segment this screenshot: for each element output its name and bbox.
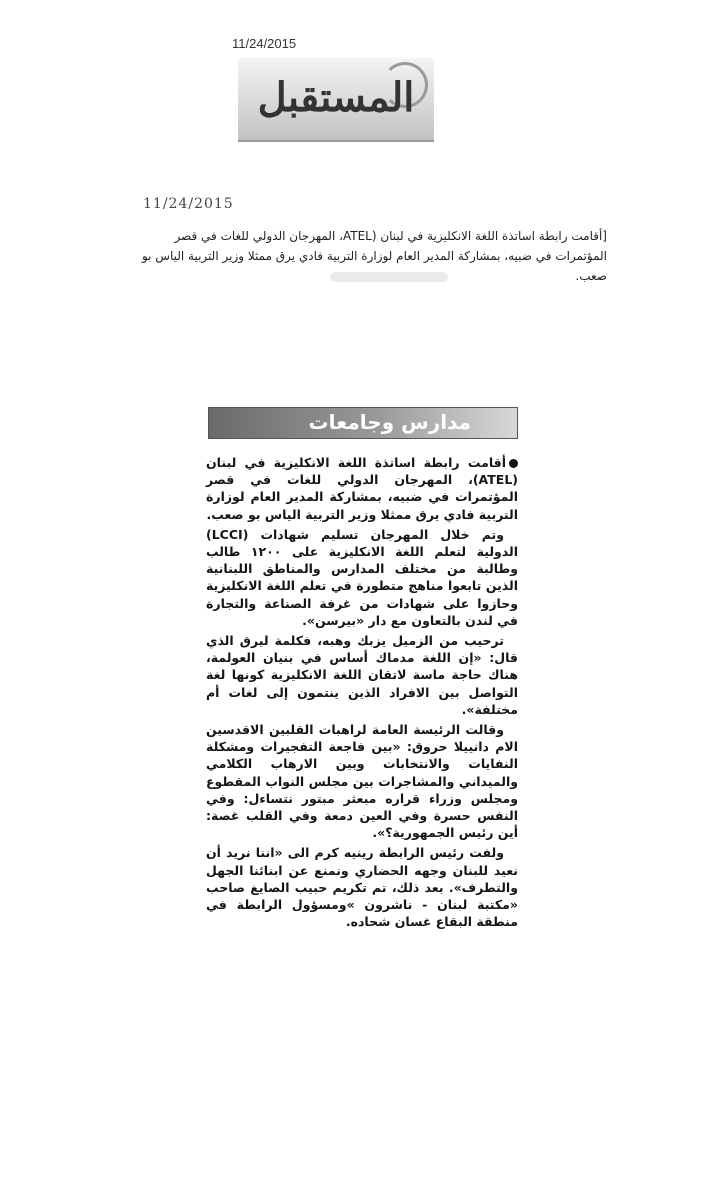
article-paragraph	[206, 454, 518, 523]
masthead-logo: المستقبل	[257, 74, 415, 121]
clipping-date-top: 11/24/2015	[232, 36, 297, 51]
bullet-icon	[509, 459, 518, 468]
section-header	[208, 407, 518, 439]
article-paragraph-text: أقامت رابطة اساتذة اللغة الانكليزية في لبنان (ATEL)، المهرجان الدولي للغات في قصر المؤتمرات في ضبيه، بمشاركة المدير العام لوزارة التربية فادي يرق ممثلا وزير التربية الياس بو صعب.	[206, 455, 518, 522]
article-paragraph: ترحيب من الزميل يزبك وهبه، فكلمة ليرق الذي قال: «إن اللغة مدماك أساس في بنيان العولمة، هناك حاجة ماسة لاتقان اللغة الانكليزية كونها لغة التواصل بين الافراد الذين ينتمون إلى لغات أم مختلفة».	[206, 633, 518, 717]
article-body	[206, 454, 518, 933]
summary-date: 11/24/2015	[143, 196, 234, 212]
article-paragraph: وقالت الرئيسة العامة لراهبات القلبين الاقدسين الام دانييلا حروق: «بين فاجعة التفجيرات ومشكلة النفايات والانتخابات وبين الارهاب الكلامي والميداني والمشاجرات بين مجلس النواب المقطوع ومجلس وزراء قراره مبعثر مبتور نتساءل: وفي النفس حسرة وفي العين دمعة وفي القلب غصة: أين رئيس الجمهورية؟».	[206, 722, 518, 841]
newspaper-masthead	[238, 58, 434, 142]
article-paragraph: ولفت رئيس الرابطة رينيه كرم الى «اننا نريد أن نعيد للبنان وجهه الحضاري ونمنع عن ابنائنا الجهل والتطرف». بعد ذلك، تم تكريم حبيب الصايغ صاحب «مكتبة لبنان - ناشرون »ومسؤول الرابطة في منطقة البقاع غسان شحاده.	[206, 845, 518, 930]
article-paragraph: وتم خلال المهرجان تسليم شهادات (LCCI) الدولية لتعلم اللغة الانكليزية على ١٢٠٠ طالب وطالبة من مختلف المدارس والمناطق اللبنانية الذين تابعوا مناهج متطورة في تعلم اللغة الانكليزية وحازوا على شهادات من غرفة الصناعة والتجارة في لندن بالتعاون مع دار «بيرسن».	[206, 526, 518, 628]
section-title: مدارس وجامعات	[308, 410, 471, 434]
scan-smudge	[330, 272, 448, 282]
summary-text: [أقامت رابطة اساتذة اللغة الانكليزية في لبنان (ATEL، المهرجان الدولي للغات في قصر المؤتمرات في ضبيه، بمشاركة المدير العام لوزارة التربية فادي يرق ممثلا وزير التربية الياس بو صعب.	[141, 229, 607, 283]
